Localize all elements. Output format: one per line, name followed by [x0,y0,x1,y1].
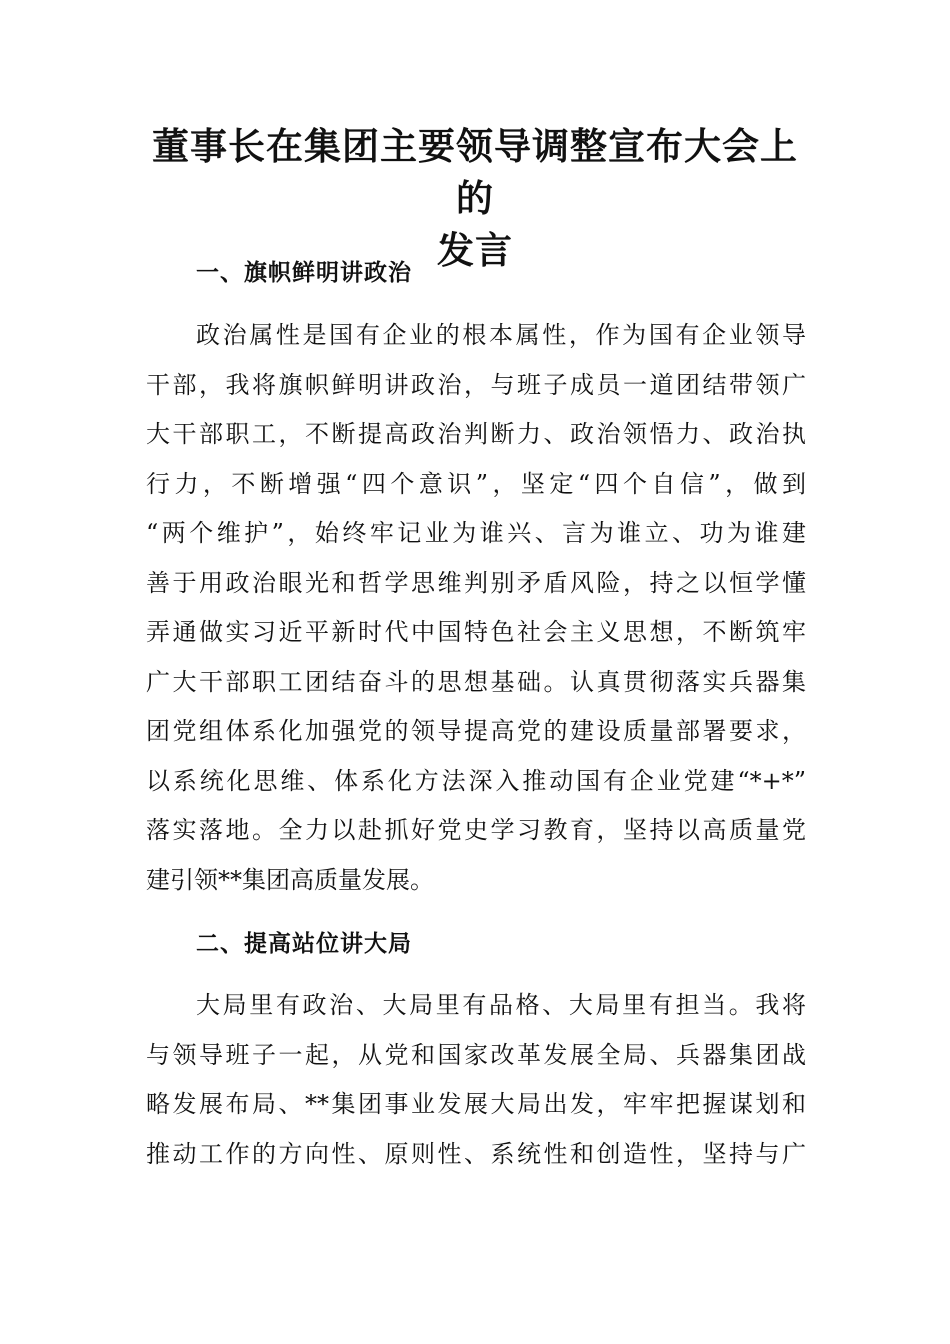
paragraph-line: 干部，我将旗帜鲜明讲政治，与班子成员一道团结带领广 [146,370,806,399]
paragraph-line: 弄通做实习近平新时代中国特色社会主义思想，不断筑牢 [146,618,806,646]
paragraph-line: “两个维护”，始终牢记业为谁兴、言为谁立、功为谁建 [146,519,806,547]
paragraph-line: 团党组体系化加强党的领导提高党的建设质量部署要求， [146,717,806,745]
paragraph-line: 广大干部职工团结奋斗的思想基础。认真贯彻落实兵器集 [146,667,806,696]
paragraph-line: 政治属性是国有企业的根本属性，作为国有企业领导 [196,321,806,349]
section-1-paragraph [146,311,806,905]
paragraph-line: 大局里有政治、大局里有品格、大局里有担当。我将 [196,991,806,1019]
document-title [140,120,810,276]
paragraph-line: 推动工作的方向性、原则性、系统性和创造性，坚持与广 [146,1139,806,1168]
paragraph-line: 与领导班子一起，从党和国家改革发展全局、兵器集团战 [146,1040,806,1069]
paragraph-line: 建引领**集团高质量发展。 [146,865,434,894]
paragraph-line: 落实落地。全力以赴抓好党史学习教育，坚持以高质量党 [146,816,806,844]
paragraph-line: 大干部职工，不断提高政治判断力、政治领悟力、政治执 [146,420,806,448]
section-heading-2: 二、提高站位讲大局 [196,930,412,957]
paragraph-line: 略发展布局、**集团事业发展大局出发，牢牢把握谋划和 [146,1090,806,1118]
paragraph-line: 善于用政治眼光和哲学思维判别矛盾风险，持之以恒学懂 [146,568,806,597]
title-line-1: 董事长在集团主要领导调整宣布大会上的 [152,124,798,220]
section-heading-1: 一、旗帜鲜明讲政治 [196,259,412,286]
title-line-2: 发言 [437,228,513,272]
paragraph-line: 以系统化思维、体系化方法深入推动国有企业党建“*+*” [146,766,806,795]
section-2-paragraph [146,981,806,1179]
paragraph-line: 行力，不断增强“四个意识”，坚定“四个自信”，做到 [146,469,806,498]
